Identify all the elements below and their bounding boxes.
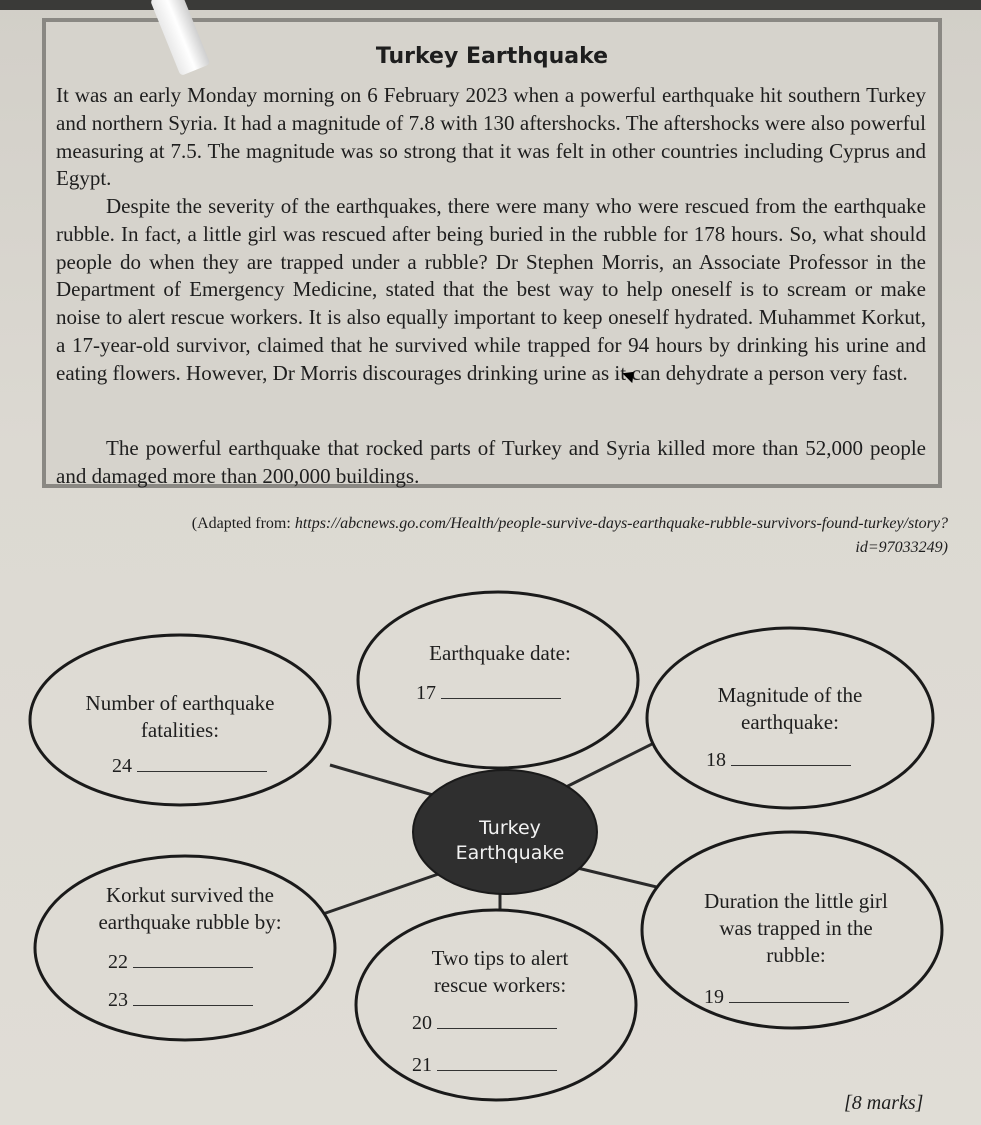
answer-blank-23[interactable]: [133, 1004, 253, 1006]
answer-blank-22[interactable]: [133, 966, 253, 968]
duration-bubble-text: [676, 888, 916, 1011]
answer-blank-24[interactable]: [137, 770, 267, 772]
question-24-number: 24: [112, 755, 132, 777]
fatalities-label: Number of earthquake fatalities:: [85, 691, 275, 742]
date-label: Earthquake date:: [429, 641, 571, 665]
question-18-number: 18: [706, 749, 726, 771]
passage-title: Turkey Earthquake: [375, 44, 609, 69]
question-23-number: 23: [108, 989, 128, 1011]
source-prefix: (Adapted from:: [191, 515, 291, 532]
date-bubble-text: [380, 640, 620, 707]
question-20-number: 20: [412, 1012, 432, 1034]
source-url: https://abcnews.go.com/Health/people-survive-days-earthquake-rubble-survivors-found-turkey/story?id=97033249): [294, 515, 948, 556]
paragraph-2-text: Despite the severity of the earthquakes, there were many who were rescued from the earthquake rubble. In fact, a little girl was rescued after being buried in the rubble for 178 hours. So, what should people do when they are trapped under a rubble? Dr Stephen Morris, an Associate Professor in the Department of Emergency Medicine, stated that the best way to help oneself is to scream or make noise to alert rescue workers. It is also equally important to keep oneself hydrated. Muhammet Korkut, a 17-year-old survivor, claimed that he survived while trapped for 94 hours by drinking his urine and eating flowers. However, Dr Morris discourages drinking urine as it can dehydrate a person very fast.: [56, 194, 926, 385]
answer-blank-21[interactable]: [437, 1069, 557, 1071]
marks-label: [8 marks]: [844, 1092, 924, 1114]
center-label-line-2: Earthquake: [455, 842, 565, 864]
magnitude-bubble-text: [680, 682, 900, 774]
question-19-number: 19: [704, 986, 724, 1008]
tips-bubble-text: [390, 945, 610, 1079]
question-21-number: 21: [412, 1054, 432, 1076]
question-17-number: 17: [416, 682, 436, 704]
korkut-bubble-text: [60, 882, 320, 1014]
paragraph-3-text: The powerful earthquake that rocked parts of Turkey and Syria killed more than 52,000 people and damaged more than 200,000 buildings.: [56, 436, 926, 488]
fatalities-bubble-text: [60, 690, 300, 780]
tips-label: Two tips to alert rescue workers:: [431, 946, 569, 997]
magnitude-label: Magnitude of the earthquake:: [717, 683, 863, 734]
passage-paragraph-1: It was an early Monday morning on 6 February 2023 when a powerful earthquake hit southern Turkey and northern Syria. It had a magnitude of 7.8 with 130 aftershocks. The aftershocks were also powerful measuring at 7.5. The magnitude was so strong that it was felt in other countries including Cyprus and Egypt.: [56, 83, 926, 191]
answer-blank-20[interactable]: [437, 1027, 557, 1029]
center-label: [440, 816, 580, 866]
answer-blank-17[interactable]: [441, 697, 561, 699]
question-22-number: 22: [108, 951, 128, 973]
connector-korkut: [320, 870, 450, 915]
center-label-line-1: Turkey: [479, 817, 541, 839]
duration-label: Duration the little girl was trapped in the rubble:: [704, 889, 888, 967]
korkut-label: Korkut survived the earthquake rubble by:: [98, 883, 282, 934]
answer-blank-19[interactable]: [729, 1001, 849, 1003]
answer-blank-18[interactable]: [731, 764, 851, 766]
